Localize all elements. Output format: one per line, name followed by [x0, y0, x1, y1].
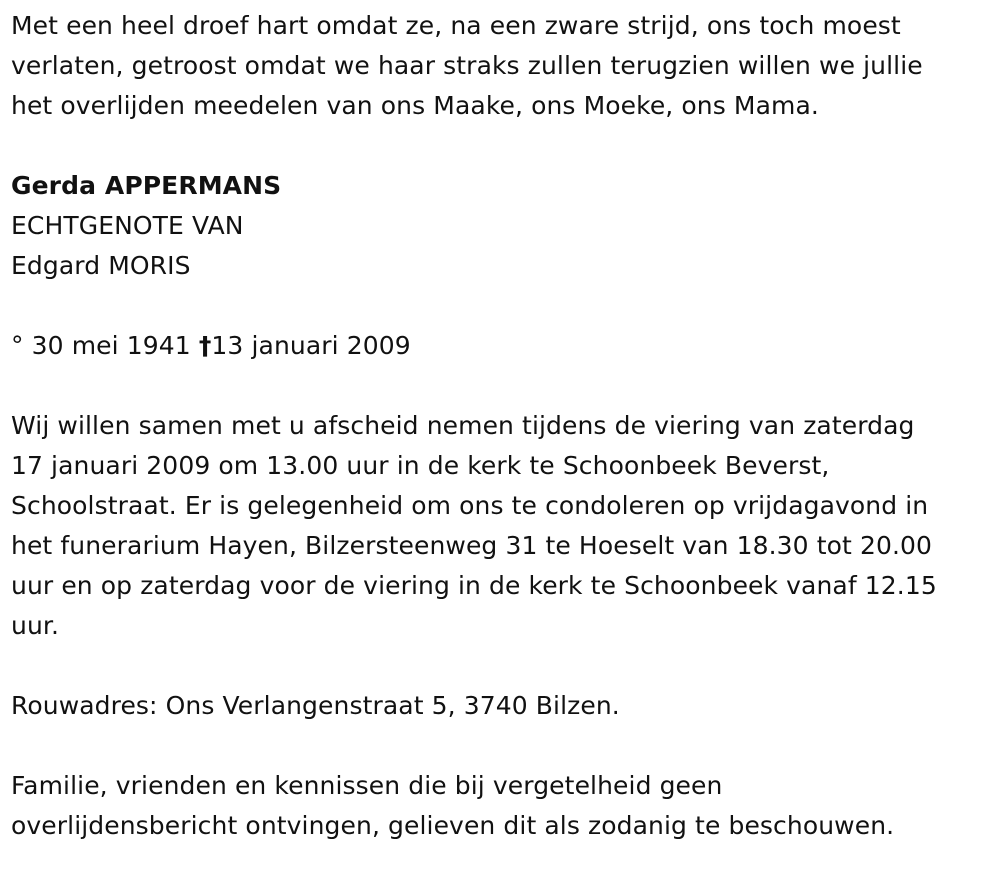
ceremony-paragraph: [11, 406, 988, 646]
relation-label: ECHTGENOTE VAN: [11, 211, 244, 240]
ceremony-line: uur en op zaterdag voor de viering in de kerk te Schoonbeek vanaf 12.15: [11, 571, 937, 600]
deceased-name: Gerda APPERMANS: [11, 171, 282, 200]
death-date: 13 januari 2009: [211, 331, 411, 360]
ceremony-line: Wij willen samen met u afscheid nemen tijdens de viering van zaterdag: [11, 411, 915, 440]
dates-line: [11, 326, 988, 366]
ceremony-line: het funerarium Hayen, Bilzersteenweg 31 te Hoeselt van 18.30 tot 20.00: [11, 531, 933, 560]
ceremony-line: uur.: [11, 611, 60, 640]
spacer: [11, 366, 988, 406]
spacer: [11, 126, 988, 166]
spacer: [11, 726, 988, 766]
intro-line: verlaten, getroost omdat we haar straks zullen terugzien willen we jullie: [11, 51, 923, 80]
closing-line: Familie, vrienden en kennissen die bij vergetelheid geen: [11, 771, 723, 800]
deceased-block: [11, 166, 988, 286]
birth-date: ° 30 mei 1941: [11, 331, 191, 360]
ceremony-line: 17 januari 2009 om 13.00 uur in de kerk te Schoonbeek Beverst,: [11, 451, 830, 480]
cross-icon: †: [198, 331, 212, 360]
closing-line: overlijdensbericht ontvingen, gelieven dit als zodanig te beschouwen.: [11, 811, 895, 840]
closing-paragraph: [11, 766, 988, 846]
spacer: [11, 286, 988, 326]
spouse-name: Edgard MORIS: [11, 251, 191, 280]
ceremony-line: Schoolstraat. Er is gelegenheid om ons te condoleren op vrijdagavond in: [11, 491, 929, 520]
spacer: [11, 646, 988, 686]
intro-line: het overlijden meedelen van ons Maake, ons Moeke, ons Mama.: [11, 91, 819, 120]
intro-line: Met een heel droef hart omdat ze, na een zware strijd, ons toch moest: [11, 11, 901, 40]
mourning-address: Rouwadres: Ons Verlangenstraat 5, 3740 Bilzen.: [11, 691, 620, 720]
intro-paragraph: [11, 6, 988, 126]
